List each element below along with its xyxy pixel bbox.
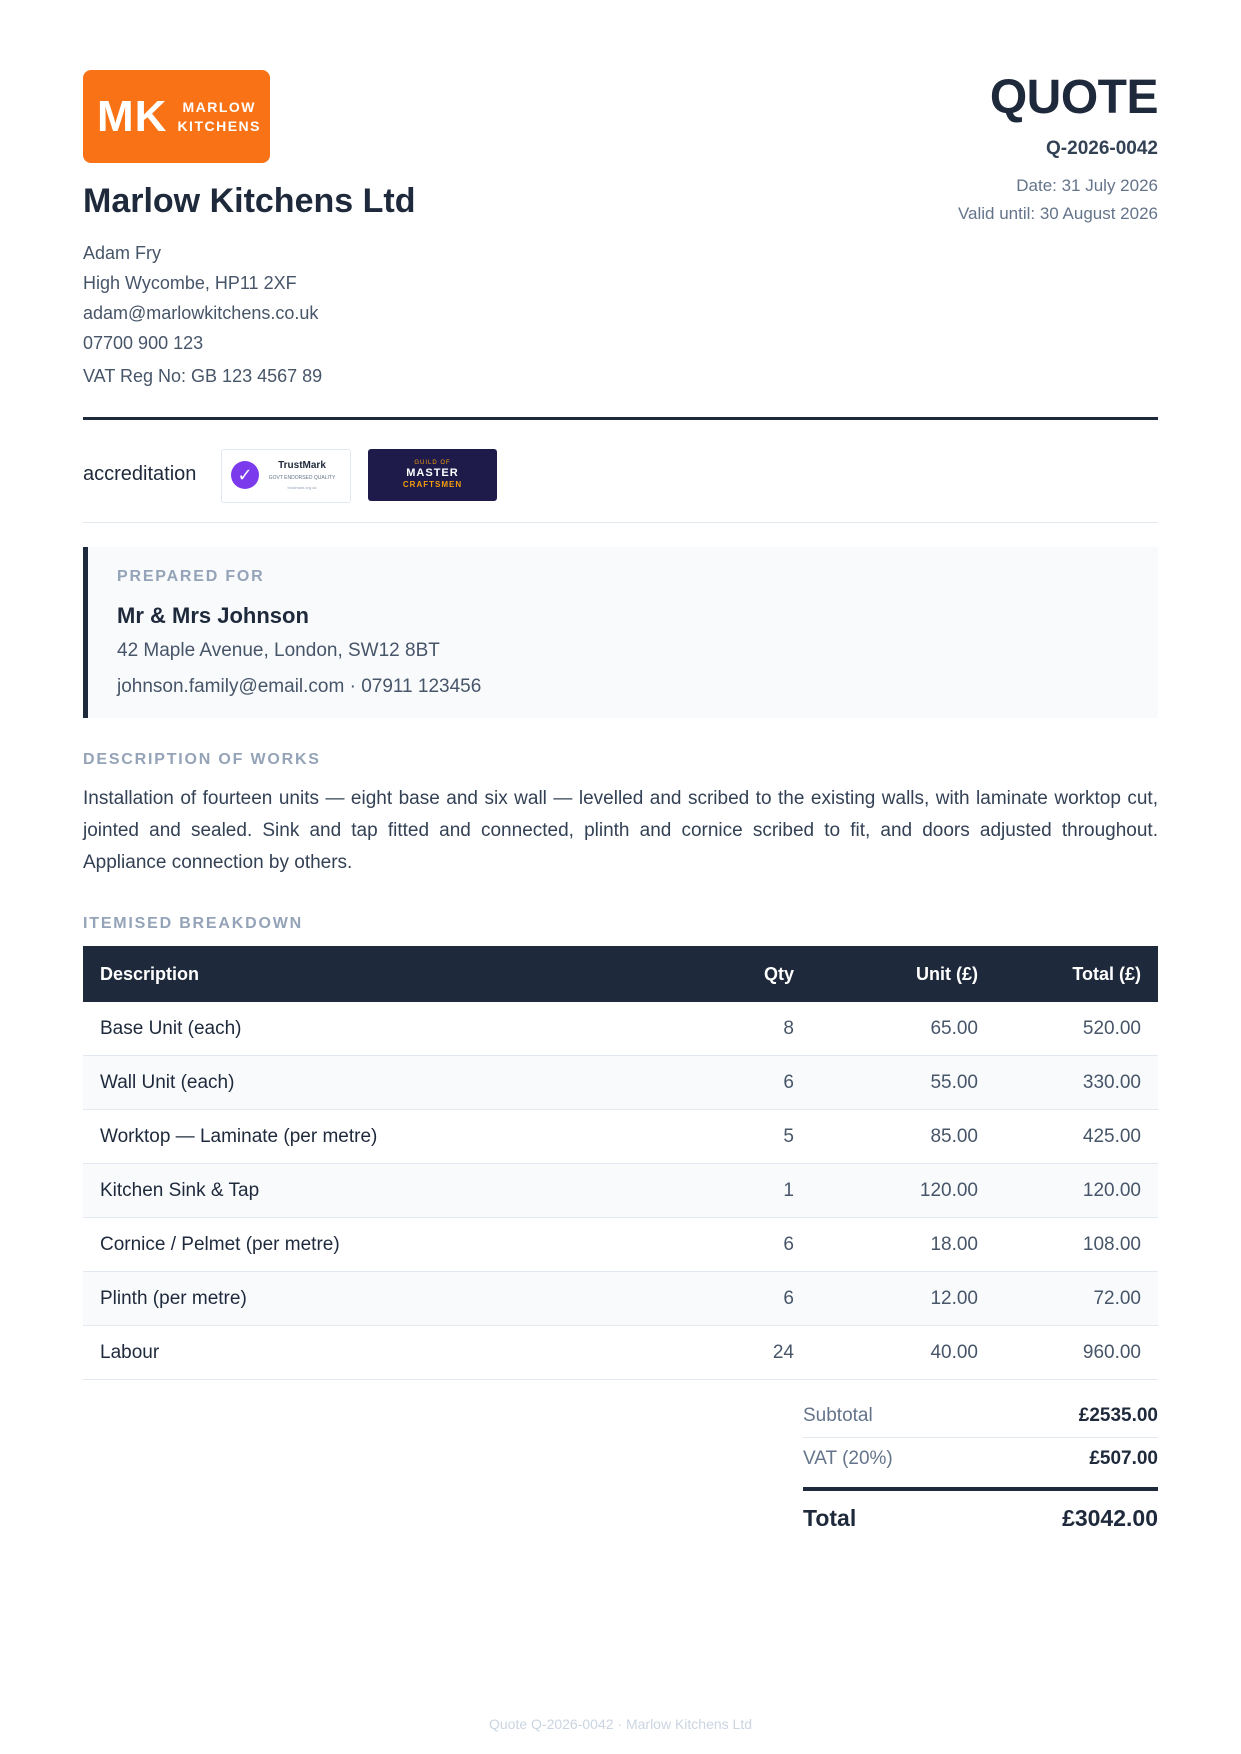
cell-unit: 12.00 xyxy=(811,1272,995,1326)
table-row xyxy=(83,1326,1158,1380)
company-contact xyxy=(83,238,318,358)
description-text: Installation of fourteen units — eight base and six wall — levelled and scribed to the existing walls, with laminate worktop cut, jointed and sealed. Sink and tap fitted and connected, plinth and cornice scribed to fit, and doors adjusted throughout. Appliance connection by others. xyxy=(83,788,1158,873)
cell-unit: 120.00 xyxy=(811,1164,995,1218)
trustmark-url: trustmark.org.uk xyxy=(287,485,317,490)
cell-qty: 6 xyxy=(677,1218,811,1272)
vat-number: VAT Reg No: GB 123 4567 89 xyxy=(83,366,323,386)
cell-description: Cornice / Pelmet (per metre) xyxy=(83,1218,677,1272)
cell-total: 960.00 xyxy=(995,1326,1158,1380)
header-unit: Unit (£) xyxy=(916,963,978,984)
table-row xyxy=(83,1056,1158,1110)
vat-label: VAT (20%) xyxy=(803,1448,893,1469)
cell-unit: 65.00 xyxy=(811,1002,995,1056)
quote-number: Q-2026-0042 xyxy=(1046,138,1158,159)
cell-total: 425.00 xyxy=(995,1110,1158,1164)
cell-qty: 5 xyxy=(677,1110,811,1164)
header xyxy=(83,70,1158,400)
client-contact: johnson.family@email.com · 07911 123456 xyxy=(117,676,482,697)
quote-title: QUOTE xyxy=(989,71,1158,124)
cell-qty: 6 xyxy=(677,1056,811,1110)
table-row xyxy=(83,1218,1158,1272)
client-address: 42 Maple Avenue, London, SW12 8BT xyxy=(117,640,440,661)
total-label: Total xyxy=(803,1505,857,1531)
check-icon: ✓ xyxy=(231,461,259,489)
table-row xyxy=(83,1110,1158,1164)
cell-description: Worktop — Laminate (per metre) xyxy=(83,1110,677,1164)
contact-email: adam@marlowkitchens.co.uk xyxy=(83,303,319,323)
contact-name: Adam Fry xyxy=(83,243,162,263)
gmc-bottom: CRAFTSMEN xyxy=(402,480,463,489)
cell-description: Labour xyxy=(83,1326,677,1380)
trustmark-name: TrustMark xyxy=(278,460,326,471)
company-name: Marlow Kitchens Ltd xyxy=(83,182,416,220)
trustmark-badge xyxy=(221,449,351,503)
subtotal-value: £2535.00 xyxy=(1078,1405,1158,1426)
cell-total: 120.00 xyxy=(995,1164,1158,1218)
guild-master-craftsmen-badge xyxy=(368,449,497,501)
description-label: DESCRIPTION OF WORKS xyxy=(83,751,321,768)
table-row xyxy=(83,1272,1158,1326)
accreditation-divider xyxy=(83,522,1158,523)
table-row xyxy=(83,1002,1158,1056)
cell-qty: 1 xyxy=(677,1164,811,1218)
cell-unit: 18.00 xyxy=(811,1218,995,1272)
cell-total: 108.00 xyxy=(995,1218,1158,1272)
cell-description: Wall Unit (each) xyxy=(83,1056,677,1110)
accreditation-label: accreditation xyxy=(83,463,197,485)
table-header-row xyxy=(83,946,1158,1002)
contact-location: High Wycombe, HP11 2XF xyxy=(83,273,297,293)
logo-words xyxy=(177,98,261,136)
header-divider xyxy=(83,417,1158,420)
contact-phone: 07700 900 123 xyxy=(83,333,204,353)
quote-meta xyxy=(958,70,1158,228)
cell-unit: 40.00 xyxy=(811,1326,995,1380)
prepared-for-box xyxy=(83,547,1158,718)
subtotal-row xyxy=(803,1395,1158,1438)
cell-total: 520.00 xyxy=(995,1002,1158,1056)
total-value: £3042.00 xyxy=(1062,1505,1158,1531)
cell-description: Kitchen Sink & Tap xyxy=(83,1164,677,1218)
cell-total: 330.00 xyxy=(995,1056,1158,1110)
breakdown-label: ITEMISED BREAKDOWN xyxy=(83,915,303,932)
quote-valid-until: Valid until: 30 August 2026 xyxy=(957,204,1158,223)
page-footer: Quote Q-2026-0042 · Marlow Kitchens Ltd xyxy=(488,1716,753,1732)
accreditation-row xyxy=(83,449,1158,503)
table-row xyxy=(83,1164,1158,1218)
logo-word-2: KITCHENS xyxy=(177,117,261,134)
logo-word-1: MARLOW xyxy=(182,98,256,115)
itemised-breakdown-table xyxy=(83,946,1158,1380)
header-description: Description xyxy=(100,963,200,984)
header-qty: Qty xyxy=(763,963,794,984)
cell-unit: 55.00 xyxy=(811,1056,995,1110)
cell-qty: 6 xyxy=(677,1272,811,1326)
cell-total: 72.00 xyxy=(995,1272,1158,1326)
vat-value: £507.00 xyxy=(1089,1448,1158,1469)
cell-description: Plinth (per metre) xyxy=(83,1272,677,1326)
totals-box xyxy=(803,1395,1158,1541)
cell-qty: 24 xyxy=(677,1326,811,1380)
logo-initials: MK xyxy=(97,91,168,141)
cell-description: Base Unit (each) xyxy=(83,1002,677,1056)
header-total: Total (£) xyxy=(1072,963,1141,984)
cell-qty: 8 xyxy=(677,1002,811,1056)
total-row xyxy=(803,1491,1158,1541)
prepared-for-label: PREPARED FOR xyxy=(117,568,265,585)
client-name: Mr & Mrs Johnson xyxy=(117,603,309,628)
quote-date: Date: 31 July 2026 xyxy=(1016,176,1158,195)
quote-dates xyxy=(958,172,1158,228)
company-logo xyxy=(83,70,270,163)
cell-unit: 85.00 xyxy=(811,1110,995,1164)
trustmark-sub: GOVT ENDORSED QUALITY xyxy=(268,475,336,481)
quote-document xyxy=(83,70,1158,1531)
gmc-mid: MASTER xyxy=(406,467,459,479)
gmc-top: GUILD OF xyxy=(414,460,451,466)
vat-row xyxy=(803,1438,1158,1480)
subtotal-label: Subtotal xyxy=(803,1405,873,1426)
